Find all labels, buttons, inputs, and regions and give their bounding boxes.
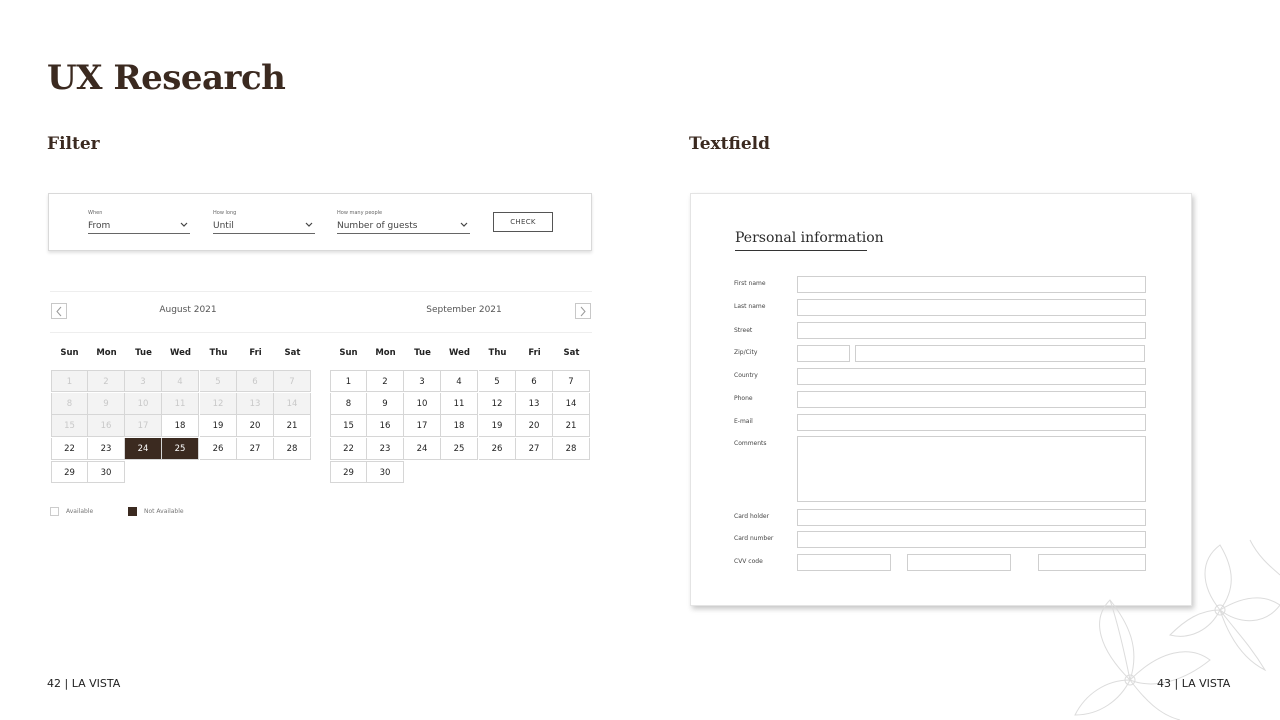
calendar-day[interactable]: 22 (51, 438, 88, 460)
weekday-header: Sun (60, 348, 79, 358)
calendar-day: 12 (200, 393, 237, 415)
calendar-day: 7 (274, 370, 311, 392)
first-name-label: First name (734, 280, 766, 287)
weekday-header: Mon (375, 348, 396, 358)
calendar-day: 9 (88, 393, 125, 415)
cvv-label: CVV code (734, 558, 763, 565)
calendar-day[interactable]: 24 (404, 438, 441, 460)
zip-city-label: Zip/City (734, 349, 758, 356)
calendar-day: 16 (88, 415, 125, 437)
weekday-header: Tue (135, 348, 152, 358)
weekday-header: Fri (249, 348, 262, 358)
calendar-day[interactable]: 27 (237, 438, 274, 460)
calendar-day[interactable]: 4 (441, 370, 478, 392)
calendar-day: 15 (51, 415, 88, 437)
weekday-header: Thu (209, 348, 228, 358)
calendar-day[interactable]: 17 (404, 415, 441, 437)
how-long-value: Until (213, 221, 234, 231)
calendar-day[interactable]: 30 (88, 461, 125, 483)
calendar-top-divider (50, 291, 592, 292)
calendar-day[interactable]: 21 (553, 415, 590, 437)
floral-decoration-icon (1050, 530, 1280, 720)
zip-input[interactable] (797, 345, 850, 362)
calendar-day: 13 (237, 393, 274, 415)
legend-not-available-swatch (128, 507, 137, 516)
calendar-day: 24 (125, 438, 162, 460)
month-label-august: August 2021 (159, 305, 217, 315)
chevron-down-icon (304, 219, 314, 231)
first-name-input[interactable] (797, 276, 1146, 293)
card-holder-input[interactable] (797, 509, 1146, 526)
calendar-day: 14 (274, 393, 311, 415)
email-input[interactable] (797, 414, 1146, 431)
phone-label: Phone (734, 395, 753, 402)
last-name-input[interactable] (797, 299, 1146, 316)
calendar-day: 5 (200, 370, 237, 392)
when-label: When (88, 210, 103, 216)
textfield-heading: Textfield (689, 134, 771, 154)
calendar-day[interactable]: 21 (274, 415, 311, 437)
weekday-header: Sat (563, 348, 580, 358)
footer-right: 43 | LA VISTA (1157, 677, 1231, 690)
calendar-day[interactable]: 2 (367, 370, 404, 392)
legend-available-label: Available (66, 508, 94, 515)
calendar-day[interactable]: 29 (51, 461, 88, 483)
filter-heading: Filter (47, 134, 100, 154)
calendar-day[interactable]: 6 (516, 370, 553, 392)
how-long-select[interactable] (213, 218, 315, 234)
email-label: E-mail (734, 418, 753, 425)
legend-available-swatch (50, 507, 59, 516)
calendar-day: 6 (237, 370, 274, 392)
last-name-label: Last name (734, 303, 766, 310)
card-holder-label: Card holder (734, 513, 770, 520)
weekday-header: Wed (449, 348, 470, 358)
guests-field[interactable] (337, 210, 470, 234)
calendar-day: 10 (125, 393, 162, 415)
legend-not-available-label: Not Available (144, 508, 184, 515)
calendar-day[interactable]: 5 (479, 370, 516, 392)
form-title: Personal information (735, 230, 884, 246)
calendar-day: 4 (162, 370, 199, 392)
cvv-input[interactable] (797, 554, 891, 571)
calendar-day[interactable]: 1 (330, 370, 367, 392)
form-title-underline (735, 250, 867, 251)
calendar-day[interactable]: 18 (441, 415, 478, 437)
calendar-day[interactable]: 15 (330, 415, 367, 437)
card-number-label: Card number (734, 535, 774, 542)
check-button[interactable]: CHECK (493, 212, 553, 232)
calendar-day[interactable]: 7 (553, 370, 590, 392)
calendar-day[interactable]: 9 (367, 393, 404, 415)
country-label: Country (734, 372, 758, 379)
calendar-day[interactable]: 16 (367, 415, 404, 437)
filter-bar (48, 193, 592, 251)
calendar-day[interactable]: 23 (367, 438, 404, 460)
calendar-day[interactable]: 14 (553, 393, 590, 415)
calendar-day: 17 (125, 415, 162, 437)
how-long-label: How long (213, 210, 237, 216)
weekday-header: Thu (488, 348, 507, 358)
calendar-day: 25 (162, 438, 199, 460)
country-input[interactable] (797, 368, 1146, 385)
calendar-day[interactable]: 26 (479, 438, 516, 460)
calendar-header-divider (50, 332, 592, 333)
phone-input[interactable] (797, 391, 1146, 408)
comments-textarea[interactable] (797, 436, 1146, 502)
street-label: Street (734, 327, 753, 334)
weekday-header: Tue (414, 348, 431, 358)
calendar-day[interactable]: 12 (479, 393, 516, 415)
month-label-september: September 2021 (426, 305, 502, 315)
calendar-day[interactable]: 25 (441, 438, 478, 460)
weekday-header: Mon (96, 348, 117, 358)
calendar-day: 3 (125, 370, 162, 392)
calendar-day: 8 (51, 393, 88, 415)
calendar-day[interactable]: 26 (200, 438, 237, 460)
calendar-day: 2 (88, 370, 125, 392)
calendar-day[interactable]: 19 (200, 415, 237, 437)
calendar-day[interactable]: 8 (330, 393, 367, 415)
chevron-down-icon (459, 219, 469, 231)
calendar-day[interactable]: 11 (441, 393, 478, 415)
calendar-day[interactable]: 18 (162, 415, 199, 437)
guests-select[interactable] (337, 218, 470, 234)
how-long-field[interactable] (213, 210, 315, 234)
calendar-day[interactable]: 22 (330, 438, 367, 460)
calendar-day[interactable]: 10 (404, 393, 441, 415)
weekday-header: Wed (170, 348, 191, 358)
calendar-day[interactable]: 29 (330, 461, 367, 483)
calendar-day[interactable]: 13 (516, 393, 553, 415)
weekday-header: Sun (339, 348, 358, 358)
when-value: From (88, 221, 111, 231)
calendar-day[interactable]: 20 (516, 415, 553, 437)
calendar-day[interactable]: 30 (367, 461, 404, 483)
calendar-day[interactable]: 20 (237, 415, 274, 437)
page-title: UX Research (47, 58, 286, 98)
calendar-day: 11 (162, 393, 199, 415)
weekday-header: Sat (284, 348, 301, 358)
guests-label: How many people (337, 210, 383, 216)
weekday-header: Fri (528, 348, 541, 358)
calendar-day[interactable]: 23 (88, 438, 125, 460)
calendar-day: 1 (51, 370, 88, 392)
footer-left: 42 | LA VISTA (47, 677, 121, 690)
calendar-day[interactable]: 28 (274, 438, 311, 460)
comments-label: Comments (734, 440, 767, 447)
when-select[interactable] (88, 218, 190, 234)
city-input[interactable] (855, 345, 1145, 362)
guests-value: Number of guests (337, 221, 418, 231)
chevron-down-icon (179, 219, 189, 231)
calendar-day[interactable]: 3 (404, 370, 441, 392)
when-field[interactable] (88, 210, 190, 234)
street-input[interactable] (797, 322, 1146, 339)
calendar-day[interactable]: 19 (479, 415, 516, 437)
calendar-day[interactable]: 27 (516, 438, 553, 460)
calendar-day[interactable]: 28 (553, 438, 590, 460)
expiry-month-input[interactable] (907, 554, 1011, 571)
